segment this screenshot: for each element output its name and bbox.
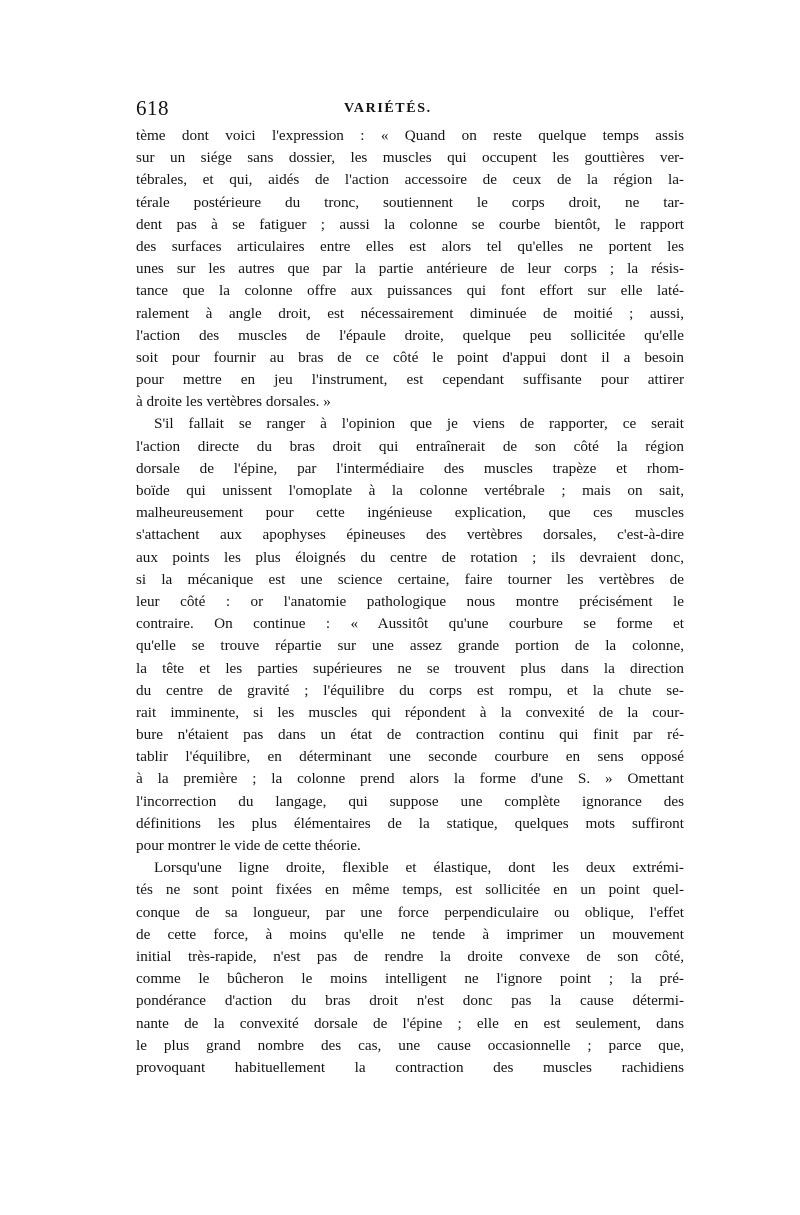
text-line: unes sur les autres que par la partie antérieure de leur corps ; la résis- xyxy=(136,260,684,278)
text-line: soit pour fournir au bras de ce côté le point d'appui dont il a besoin xyxy=(136,348,684,366)
page-number: 618 xyxy=(136,96,169,120)
body-text xyxy=(136,125,684,1079)
text-line: l'action directe du bras droit qui entraînerait de son côté la région xyxy=(136,437,684,455)
text-line: initial très-rapide, n'est pas de rendre la droite convexe de son côté, xyxy=(136,947,684,965)
text-line: ralement à angle droit, est nécessairement diminuée de moitié ; aussi, xyxy=(136,304,684,322)
text-line: s'attachent aux apophyses épineuses des vertèbres dorsales, c'est-à-dire xyxy=(136,526,684,544)
text-line: pour montrer le vide de cette théorie. xyxy=(136,837,361,854)
text-line: du centre de gravité ; l'équilibre du corps est rompu, et la chute se- xyxy=(136,681,684,699)
text-line: nante de la convexité dorsale de l'épine ; elle en est seulement, dans xyxy=(136,1014,684,1032)
text-line: pondérance d'action du bras droit n'est donc pas la cause détermi- xyxy=(136,992,684,1010)
text-line: conque de sa longueur, par une force perpendiculaire ou oblique, l'effet xyxy=(136,903,684,921)
text-line: dorsale de l'épine, par l'intermédiaire des muscles trapèze et rhom- xyxy=(136,459,684,477)
text-line: tés ne sont point fixées en même temps, est sollicitée en un point quel- xyxy=(136,881,684,899)
page-header xyxy=(136,96,684,126)
text-line: dent pas à se fatiguer ; aussi la colonne se courbe bientôt, le rapport xyxy=(136,215,684,233)
text-line: provoquant habituellement la contraction des muscles rachidiens xyxy=(136,1058,684,1076)
text-line: qu'elle se trouve répartie sur une assez grande portion de la colonne, xyxy=(136,637,684,655)
text-line: l'action des muscles de l'épaule droite, quelque peu sollicitée qu'elle xyxy=(136,326,684,344)
text-line: contraire. On continue : « Aussitôt qu'une courbure se forme et xyxy=(136,615,684,633)
text-line: tablir l'équilibre, en déterminant une seconde courbure en sens opposé xyxy=(136,748,684,766)
text-line: S'il fallait se ranger à l'opinion que je viens de rapporter, ce serait xyxy=(154,415,684,433)
text-line: tébrales, et qui, aidés de l'action accessoire de ceux de la région la- xyxy=(136,171,684,189)
text-line: pour mettre en jeu l'instrument, est cependant suffisante pour attirer xyxy=(136,371,684,389)
text-line: bure n'étaient pas dans un état de contraction continu qui finit par ré- xyxy=(136,726,684,744)
text-line: tème dont voici l'expression : « Quand on reste quelque temps assis xyxy=(136,127,684,144)
text-line: le plus grand nombre des cas, une cause occasionnelle ; parce que, xyxy=(136,1036,684,1054)
text-line: leur côté : or l'anatomie pathologique nous montre précisément le xyxy=(136,592,684,610)
text-line: malheureusement pour cette ingénieuse explication, que ces muscles xyxy=(136,504,684,522)
text-line: térale postérieure du tronc, soutiennent le corps droit, ne tar- xyxy=(136,193,684,211)
text-line: l'incorrection du langage, qui suppose une complète ignorance des xyxy=(136,792,684,810)
text-line: à droite les vertèbres dorsales. » xyxy=(136,393,331,411)
text-line: boïde qui unissent l'omoplate à la colonne vertébrale ; mais on sait, xyxy=(136,482,684,499)
text-line: comme le bûcheron le moins intelligent ne l'ignore point ; la pré- xyxy=(136,970,684,988)
text-line: si la mécanique est une science certaine, faire tourner les vertèbres de xyxy=(136,570,684,588)
text-line: définitions les plus élémentaires de la statique, quelques mots suffiront xyxy=(136,814,684,832)
text-line: des surfaces articulaires entre elles est alors tel qu'elles ne portent les xyxy=(136,237,684,255)
text-line: de cette force, à moins qu'elle ne tende à imprimer un mouvement xyxy=(136,925,684,943)
text-line: tance que la colonne offre aux puissances qui font effort sur elle laté- xyxy=(136,282,684,300)
running-head: VARIÉTÉS. xyxy=(344,101,432,116)
text-line: aux points les plus éloignés du centre de rotation ; ils devraient donc, xyxy=(136,548,684,566)
text-line: rait imminente, si les muscles qui répondent à la convexité de la cour- xyxy=(136,703,684,721)
text-line: Lorsqu'une ligne droite, flexible et élastique, dont les deux extrémi- xyxy=(154,859,684,877)
text-line: sur un siége sans dossier, les muscles qui occupent les gouttières ver- xyxy=(136,149,684,167)
text-line: à la première ; la colonne prend alors la forme d'une S. » Omettant xyxy=(136,770,684,788)
text-line: la tête et les parties supérieures ne se trouvent plus dans la direction xyxy=(136,659,684,677)
